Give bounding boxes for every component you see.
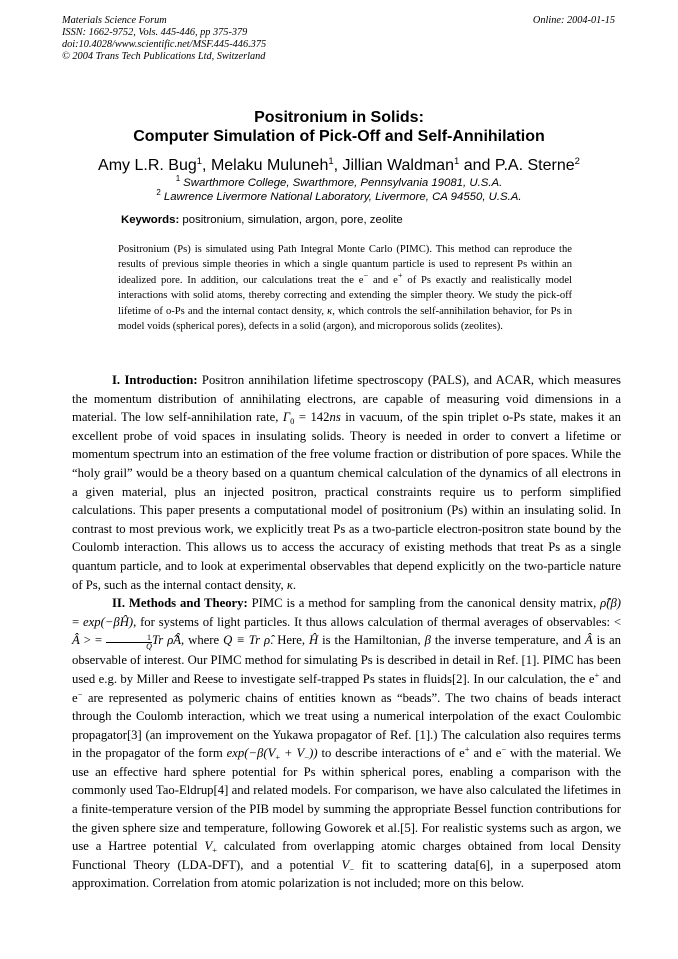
keywords [121,213,581,227]
affiliation: $^2$ Lawrence Livermore National Laboratory, Livermore, CA 94550, U.S.A. [156,188,522,203]
affiliations [0,176,678,204]
affiliation: $^1$ Swarthmore College, Swarthmore, Pennsylvania 19081, U.S.A. [175,174,503,189]
author-affiliation-mark: 1 [196,156,203,167]
section-heading: II. Methods and Theory: [112,596,248,611]
introduction-paragraph: I. Introduction: Positron annihilation lifetime spectroscopy (PALS), and ACAR, which measures the momentum distribution of annihilating electrons, are capable of measuring void dimensions in a material. The low self-annihilation rate, $\Gamma_0 = 142ns$ in vacuum, of the spin triplet o-Ps state, makes it an excellent probe of void spaces in insulating solids. Theory is needed in order to convert a lifetime or momentum spectrum into an estimation of the free volume fraction or distribution of pore spaces. While the “holy grail” would be a theory based on a quantum chemical calculation of the dynamics of all electrons in a given material, plus an injected positron, practical constraints require us to perform simplified calculations. This paper presents a computational model of positronium (Ps) within an insulating solid. In contrast to most previous work, we explicitly treat Ps as a two-particle electron-positron state bound by the Coulomb interaction. This allows us to access the accuracy of existing methods that treat Ps as a single quantum particle, and to look at experimental observables that depend explicitly on the two-particle nature of Ps, such as the internal contact density, κ. [72,373,621,592]
author-list [0,156,678,176]
author-affiliation-mark: 2 [574,156,580,167]
copyright: © 2004 Trans Tech Publications Ltd, Switzerland [62,51,266,62]
title-line-1: Positronium in Solids: [254,109,424,126]
methods-paragraph: II. Methods and Theory: PIMC is a method for sampling from the canonical density matrix, ρ̂(β) = exp(−βĤ), for systems of light particles. It thus allows calculation of thermal averages of observables: < Â > = $\frac{1}{Q}$ Tr ρ̂Â, where Q ≡ Tr ρ̂. Here, Ĥ is the Hamiltonian, β the inverse temperature, and Â is an observable of interest. Our PIMC method for simulating Ps is described in detail in Ref. [1]. PIMC has been used e.g. by Miller and Reese to investigate self-trapped Ps states in fluids[2]. In our calculation, the e+ and e− are represented as polymeric chains of entities known as “beads”. The two chains of beads interact through the Coulomb interaction, which we treat using a numerical interpolation of the exact Coulombic propagator[3] (an improvement on the Yukawa propagator of Ref. [1].) The calculation also requires terms in the propagator of the form $\exp(-\beta(V_+ + V_-))$ to describe interactions of e+ and e− with the material. We use an effective hard sphere potential for Ps within spherical pores, enabling a comparison with the commonly used Tao-Eldrup[4] and related models. For comparison, we have also calculated the lifetimes in a finite-temperature version of the PIB model by summing the appropriate Bessel function contributions for the given sphere size and temperature, following Goworek et al.[5]. For realistic systems such as argon, we use a Hartree potential $V_+$ calculated from overlapping atomic charges obtained from local Density Functional Theory (LDA-DFT), and a potential $V_-$ fit to scattering data[6], in a superposed atom approximation. Correlation from atomic polarization is not included; more on this below. [72,596,622,891]
author-name: P.A. Sterne [494,157,575,174]
abstract: Positronium (Ps) is simulated using Path Integral Monte Carlo (PIMC). This method can reproduce the results of previous simple theories in which a single quantum particle is used to represent Ps within an idealized pore. In addition, our calculations treat the e− and e+ of Ps exactly and realistically model interactions with solid atoms, thereby correcting and extending the simpler theory. We study the pick-off lifetime of o-Ps and the internal contact density, κ, which controls the self-annihilation behavior, for Ps in model voids (spherical pores), defects in a solid (argon), and microporous solids (zeolites). [118,244,573,333]
online-date: Online: 2004-01-15 [532,15,615,26]
keywords-value: positronium, simulation, argon, pore, zeolite [182,214,403,226]
author-affiliation-mark: 1 [453,156,460,167]
author-separator: , [333,157,343,174]
paper-title [0,108,678,146]
author-name: Melaku Muluneh [210,157,329,174]
author-separator: , [202,157,211,174]
journal-header [62,15,266,63]
author-name: Jillian Waldman [342,157,454,174]
author-name: Amy L.R. Bug [98,157,197,174]
author-separator: and [459,157,495,174]
author-affiliation-mark: 1 [328,156,334,167]
issn: ISSN: 1662-9752, Vols. 445-446, pp 375-379 [62,27,248,38]
title-line-2: Computer Simulation of Pick-Off and Self-Annihilation [133,128,545,145]
body-text [72,371,621,893]
journal-name: Materials Science Forum [62,15,167,26]
fraction: $\frac{1}{Q}$ [106,634,152,651]
doi: doi:10.4028/www.scientific.net/MSF.445-446.375 [62,39,267,50]
section-heading: I. Introduction: [112,373,198,387]
keywords-label: Keywords: [121,214,180,226]
